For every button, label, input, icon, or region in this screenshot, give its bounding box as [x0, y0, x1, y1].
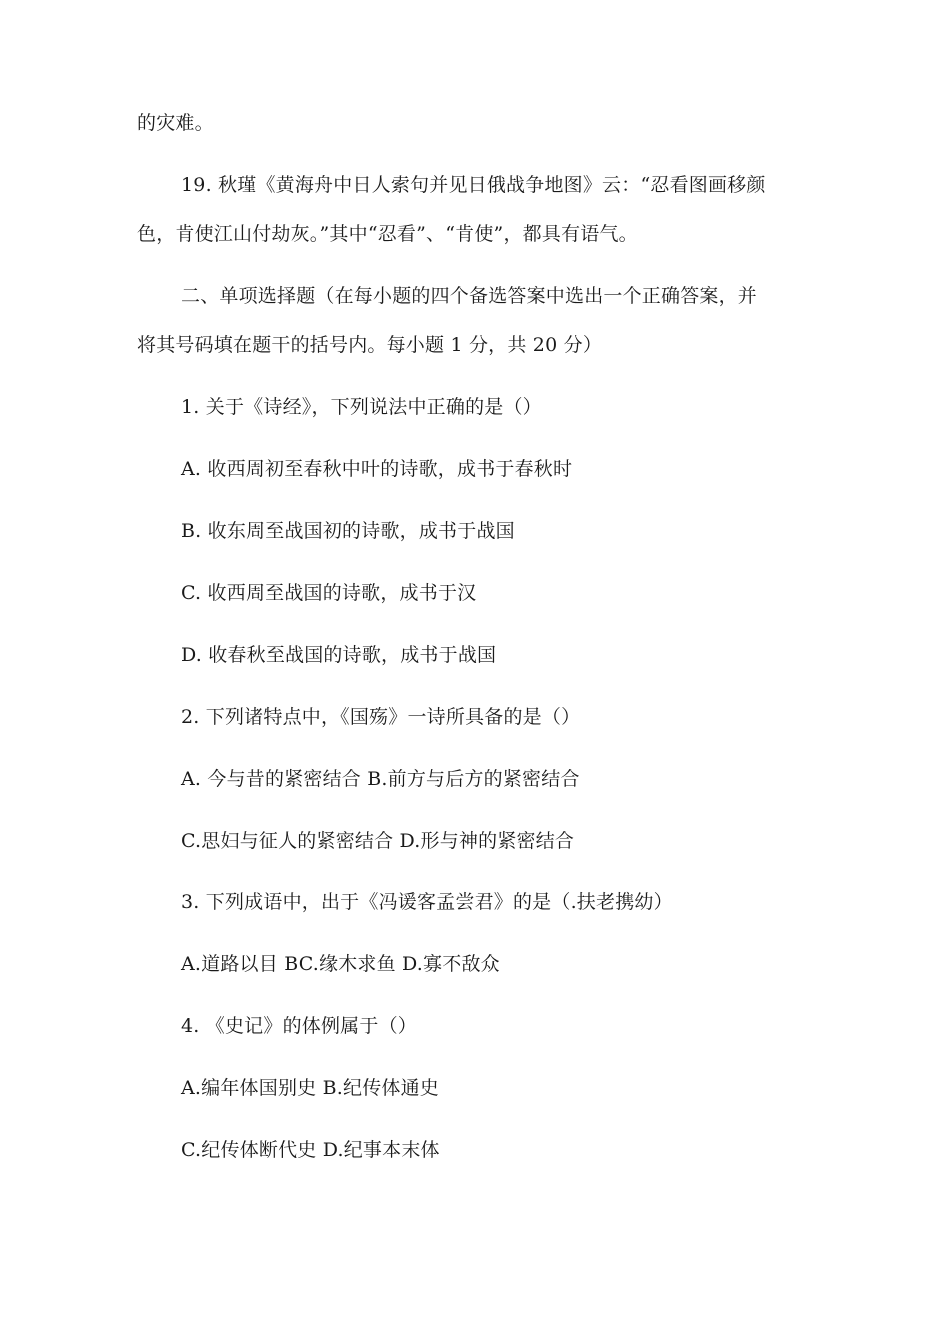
question-1-option-d: D. 收春秋至战国的诗歌，成书于战国 [181, 644, 497, 666]
fill-blank-question-19-line-1: 19. 秋瑾《黄海舟中日人索句并见日俄战争地图》云：“忍看图画移颜 [181, 174, 766, 196]
question-4-stem: 4. 《史记》的体例属于（） [181, 1015, 417, 1037]
question-1-option-c: C. 收西周至战国的诗歌，成书于汉 [181, 582, 477, 604]
question-3-options: A.道路以目 BC.缘木求鱼 D.寡不敌众 [181, 953, 500, 975]
section-heading-line-2: 将其号码填在题干的括号内。每小题 1 分，共 20 分） [137, 334, 603, 356]
section-heading-line-1: 二、单项选择题（在每小题的四个备选答案中选出一个正确答案，并 [181, 285, 758, 307]
question-1-option-a: A. 收西周初至春秋中叶的诗歌，成书于春秋时 [181, 458, 573, 480]
fill-blank-question-19-line-2: 色，肯使江山付劫灰。”其中“忍看”、“肯使”，都具有语气。 [137, 223, 638, 245]
question-4-options-ab: A.编年体国别史 B.纪传体通史 [181, 1077, 440, 1099]
question-2-options-ab: A. 今与昔的紧密结合 B.前方与后方的紧密结合 [181, 768, 580, 790]
question-4-options-cd: C.纪传体断代史 D.纪事本末体 [181, 1139, 440, 1161]
question-1-stem: 1. 关于《诗经》，下列说法中正确的是（） [181, 396, 542, 418]
text-line-continuation: 的灾难。 [137, 112, 214, 134]
question-3-stem: 3. 下列成语中，出于《冯谖客孟尝君》的是（.扶老携幼） [181, 891, 673, 913]
question-2-options-cd: C.思妇与征人的紧密结合 D.形与神的紧密结合 [181, 830, 575, 852]
question-2-stem: 2. 下列诸特点中，《国殇》一诗所具备的是（） [181, 706, 581, 728]
question-1-option-b: B. 收东周至战国初的诗歌，成书于战国 [181, 520, 515, 542]
